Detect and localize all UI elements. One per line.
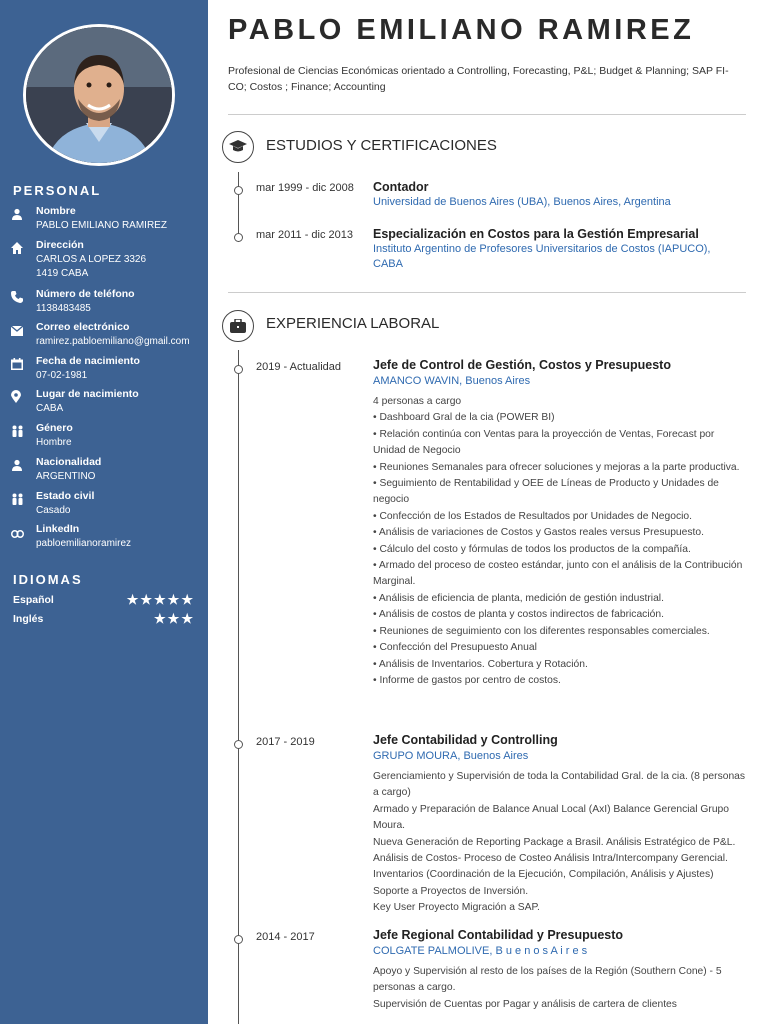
personal-item-value: Hombre bbox=[36, 437, 72, 448]
description-line: Soporte a Proyectos de Inversión. bbox=[373, 885, 529, 897]
description-line: Apoyo y Supervisión al resto de los países de la Región (Southern Cone) - 5 personas a cargo. bbox=[373, 966, 722, 994]
person-icon bbox=[11, 458, 25, 472]
description-line: • Reuniones Semanales para ofrecer soluciones y mejoras a la parte productiva. bbox=[373, 461, 740, 473]
experience-company: GRUPO MOURA, Buenos Aires bbox=[373, 750, 529, 762]
description-line: Gerenciamiento y Supervisión de toda la Contabilidad Gral. de la cia. (8 personas a cargo) bbox=[373, 771, 746, 799]
personal-item-value: CABA bbox=[36, 403, 64, 414]
experience-title: Jefe Regional Contabilidad y Presupuesto bbox=[373, 928, 624, 942]
timeline-dot bbox=[234, 740, 243, 749]
experience-company: COLGATE PALMOLIVE, B u e n o s A i r e s bbox=[373, 945, 588, 957]
experience-title: Jefe Contabilidad y Controlling bbox=[373, 733, 558, 747]
timeline-dot bbox=[234, 365, 243, 374]
sidebar bbox=[0, 0, 208, 1024]
description-line: Supervisión de Cuentas por Pagar y análisis de cartera de clientes bbox=[373, 998, 677, 1010]
personal-item-label: Estado civil bbox=[36, 490, 95, 502]
education-timeline bbox=[238, 172, 239, 242]
description-line: • Seguimiento de Rentabilidad y OEE de Líneas de Producto y Unidades de negocio bbox=[373, 478, 719, 506]
description-line: • Relación continúa con Ventas para la proyección de Ventas, Forecast por Unidad de Negocio bbox=[373, 428, 715, 457]
timeline-dot bbox=[234, 935, 243, 944]
personal-item-label: Correo electrónico bbox=[36, 321, 130, 333]
person-icon bbox=[11, 207, 25, 221]
profile-photo bbox=[23, 24, 175, 166]
description-line: • Armado del proceso de costeo estándar, junto con el análisis de la Contribución Marginal. bbox=[373, 560, 743, 588]
education-heading: ESTUDIOS Y CERTIFICACIONES bbox=[266, 137, 497, 154]
description-line: • Análisis de eficiencia de planta, medición de gestión industrial. bbox=[373, 592, 664, 604]
candidate-name: PABLO EMILIANO RAMIREZ bbox=[228, 14, 695, 46]
timeline-dot bbox=[234, 233, 243, 242]
experience-description bbox=[373, 769, 748, 917]
briefcase-icon bbox=[222, 310, 254, 342]
language-name: Inglés bbox=[13, 613, 44, 625]
personal-item-value: PABLO EMILIANO RAMIREZ bbox=[36, 220, 167, 231]
experience-title: Jefe de Control de Gestión, Costos y Presupuesto bbox=[373, 358, 671, 372]
languages-heading: IDIOMAS bbox=[13, 572, 83, 587]
description-line: Inventarios (Coordinación de la Ejecución, Compilación, Análisis y Ajustes) bbox=[373, 869, 714, 881]
personal-item-value: 07-02-1981 bbox=[36, 370, 88, 381]
personal-item-value: Casado bbox=[36, 505, 71, 516]
personal-item-value: CARLOS A LOPEZ 3326 1419 CABA bbox=[36, 254, 147, 279]
education-institution: Universidad de Buenos Aires (UBA), Buenos Aires, Argentina bbox=[373, 196, 671, 208]
language-item bbox=[13, 613, 195, 625]
education-title: Contador bbox=[373, 180, 429, 194]
description-line: Armado y Preparación de Balance Anual Local (AxI) Balance Gerencial Grupo Moura. bbox=[373, 803, 730, 832]
personal-item-label: LinkedIn bbox=[36, 523, 80, 535]
link-icon bbox=[11, 525, 25, 539]
language-name: Español bbox=[13, 594, 54, 606]
experience-timeline bbox=[238, 350, 239, 1024]
personal-item-label: Número de teléfono bbox=[36, 288, 135, 300]
education-date: mar 1999 - dic 2008 bbox=[256, 182, 354, 194]
personal-heading: PERSONAL bbox=[13, 183, 102, 198]
description-line: • Análisis de Inventarios. Cobertura y Rotación. bbox=[373, 658, 588, 670]
description-line: Análisis de Costos- Proceso de Costeo Análisis Intra/Intercompany Gerencial. bbox=[373, 853, 728, 865]
description-line: • Reuniones de seguimiento con los diferentes responsables comerciales. bbox=[373, 625, 710, 637]
description-line: • Análisis de costos de planta y costos indirectos de fabricación. bbox=[373, 609, 664, 621]
experience-heading: EXPERIENCIA LABORAL bbox=[266, 315, 440, 332]
experience-description bbox=[373, 394, 748, 689]
description-line: 4 personas a cargo bbox=[373, 396, 462, 407]
language-item bbox=[13, 594, 195, 606]
main-content bbox=[208, 0, 768, 1024]
personal-item-label: Género bbox=[36, 422, 73, 434]
people-icon bbox=[11, 492, 25, 506]
description-line: • Análisis de variaciones de Costos y Gastos reales versus Presupuesto. bbox=[373, 527, 704, 539]
calendar-icon bbox=[11, 357, 25, 371]
personal-item-label: Fecha de nacimiento bbox=[36, 355, 140, 367]
description-line: • Confección de los Estados de Resultados por Unidades de Negocio. bbox=[373, 510, 692, 522]
graduation-cap-icon bbox=[222, 131, 254, 163]
experience-date: 2019 - Actualidad bbox=[256, 361, 342, 373]
description-line: Nueva Generación de Reporting Package a Brasil. Análisis Estratégico de P&L. bbox=[373, 836, 736, 848]
experience-description bbox=[373, 964, 748, 1013]
star-rating-icon: ★★★ bbox=[154, 611, 195, 626]
personal-item-label: Nacionalidad bbox=[36, 456, 102, 468]
description-line: Key User Proyecto Migración a SAP. bbox=[373, 902, 540, 914]
education-title: Especialización en Costos para la Gestión Empresarial bbox=[373, 227, 699, 241]
personal-item-value: 1138483485 bbox=[36, 303, 91, 314]
description-line: • Dashboard Gral de la cia (POWER BI) bbox=[373, 412, 555, 424]
personal-item-label: Nombre bbox=[36, 205, 76, 217]
divider bbox=[228, 114, 746, 115]
description-line: • Confección del Presupuesto Anual bbox=[373, 642, 537, 654]
home-icon bbox=[11, 241, 25, 255]
profile-summary: Profesional de Ciencias Económicas orientado a Controlling, Forecasting, P&L; Budget & Planning; SAP FI-CO; Costos ; Finance; Accounting bbox=[228, 65, 729, 93]
experience-date: 2017 - 2019 bbox=[256, 736, 315, 748]
mail-icon bbox=[11, 323, 25, 337]
education-date: mar 2011 - dic 2013 bbox=[256, 229, 354, 241]
description-line: • Informe de gastos por centro de costos. bbox=[373, 674, 561, 686]
personal-item-value: pabloemilianoramirez bbox=[36, 538, 132, 549]
personal-item-label: Lugar de nacimiento bbox=[36, 388, 139, 400]
experience-date: 2014 - 2017 bbox=[256, 931, 315, 943]
phone-icon bbox=[11, 290, 25, 304]
people-icon bbox=[11, 424, 25, 438]
location-pin-icon bbox=[11, 390, 25, 404]
personal-item-value: ramirez.pabloemiliano@gmail.com bbox=[36, 336, 190, 347]
personal-item-label: Dirección bbox=[36, 239, 84, 251]
star-rating-icon: ★★★★★ bbox=[126, 592, 195, 607]
personal-item-value: ARGENTINO bbox=[36, 471, 96, 482]
education-institution: Instituto Argentino de Profesores Universitarios de Costos (IAPUCO), CABA bbox=[373, 243, 711, 270]
description-line: • Cálculo del costo y fórmulas de todos los productos de la compañía. bbox=[373, 543, 691, 555]
timeline-dot bbox=[234, 186, 243, 195]
divider bbox=[228, 292, 746, 293]
experience-company: AMANCO WAVIN, Buenos Aires bbox=[373, 375, 531, 387]
